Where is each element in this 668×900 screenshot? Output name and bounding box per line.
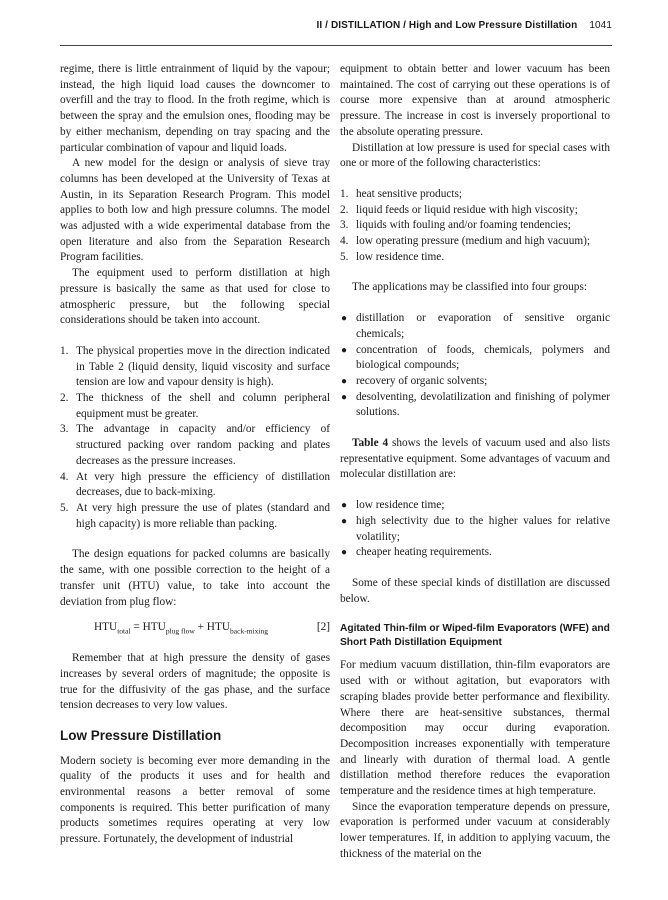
bullet-icon: ● <box>341 547 348 559</box>
paragraph: equipment to obtain better and lower vacuum has been maintained. The cost of carrying out these operations is of course more expensive than at around atmospheric pressure. The increase in cost is inversely proportional to the absolute operating pressure. <box>340 63 610 138</box>
paragraph: A new model for the design or analysis of sieve tray columns has been developed at the University of Texas at Austin, in its Separation Research Program. This model applies to both low and high pressure columns. The model was adjusted with a wide experimental database from the open literature and also from the Separation Research Program facilities. <box>60 157 330 264</box>
running-head <box>317 20 612 31</box>
bullet-list <box>340 498 610 561</box>
right-column <box>340 62 610 863</box>
paragraph: Since the evaporation temperature depends on pressure, evaporation is performed under vacuum at considerably lower temperatures. If, in addition to applying vacuum, the thickness of the material on the <box>340 800 610 860</box>
bullet-icon: ● <box>341 391 348 403</box>
numbered-list <box>60 344 330 532</box>
list-item: 2. The thickness of the shell and column peripheral equipment must be greater. <box>60 392 330 420</box>
list-item: 5. low residence time. <box>340 250 445 263</box>
paragraph: Some of these special kinds of distillation are discussed below. <box>340 576 610 605</box>
section-heading: Low Pressure Distillation <box>60 727 222 743</box>
list-item: ● concentration of foods, chemicals, polymers and biological compounds; <box>341 343 610 372</box>
paragraph: For medium vacuum distillation, thin-film evaporators are used with or without agitation, but evaporators with scraping blades provide better performance and flexibility. Where there are heat-sensitive substances, thermal decomposition may occur during evaporation. Decomposition increases exponentially with temperature and linearly with duration of thermal load. A gentle distillation method therefore reduces the evaporation temperature and the residence times at high temperature. <box>340 659 610 798</box>
paragraph: Modern society is becoming ever more demanding in the quality of the products it uses and for health and environmental reasons a better removal of some components is required. This better purification of many products sometimes requires operating at very low pressure. Fortunately, the development of industrial <box>60 754 330 846</box>
paragraph: The applications may be classified into four groups: <box>352 281 587 294</box>
bullet-icon: ● <box>341 515 348 527</box>
list-item: 1. heat sensitive products; <box>340 187 463 200</box>
list-item: ● distillation or evaporation of sensitive organic chemicals; <box>341 312 610 340</box>
header-rule <box>60 45 612 46</box>
page-number: 1041 <box>589 20 612 31</box>
list-item: 2. liquid feeds or liquid residue with high viscosity; <box>340 203 578 216</box>
paragraph: Table 4 shows the levels of vacuum used and also lists representative equipment. Some advantages of vacuum and molecular distillation are: <box>340 437 610 481</box>
paragraph: Distillation at low pressure is used for special cases with one or more of the following characteristics: <box>340 141 610 170</box>
list-item: ● recovery of organic solvents; <box>340 374 610 390</box>
list-item: 5. At very high pressure the use of plates (standard and high capacity) is more reliable than packing. <box>60 501 330 530</box>
list-item: ● high selectivity due to the higher values for relative volatility; <box>341 514 610 543</box>
list-item: ● low residence time; <box>340 498 610 514</box>
list-item: 4. At very high pressure the efficiency of distillation decreases, due to back-mixing. <box>60 470 330 499</box>
bullet-icon: ● <box>341 313 348 325</box>
list-item: 3. The advantage in capacity and/or efficiency of structured packing over random packing and plates decreases as the pressure increases. <box>60 423 330 467</box>
bullet-icon: ● <box>341 500 348 512</box>
bullet-icon: ● <box>341 344 348 356</box>
bullet-icon: ● <box>341 375 348 387</box>
left-column <box>60 62 330 848</box>
paragraph: Remember that at high pressure the density of gases increases by several orders of magnitude; the opposite is true for the diffusivity of the gas phase, and the surface tension decreases to very low values. <box>60 652 330 712</box>
bullet-list <box>340 311 610 421</box>
list-item: ● cheaper heating requirements. <box>340 545 610 561</box>
list-item: 1. The physical properties move in the direction indicated in Table 2 (liquid density, liquid viscosity and surface tension are low and vapour density is high). <box>60 344 330 389</box>
equation-number: [2] <box>316 621 330 634</box>
paragraph: The design equations for packed columns are basically the same, with one possible correction to the height of a transfer unit (HTU) value, to take into account the deviation from plug flow: <box>60 548 330 608</box>
equation <box>60 620 330 639</box>
subsection-heading: Agitated Thin-film or Wiped-film Evaporators (WFE) and Short Path Distillation Equipment <box>340 623 610 649</box>
paragraph: regime, there is little entrainment of liquid by the vapour; instead, the high liquid load causes the downcomer to overfill and the tray to flood. In the froth regime, which is between the spray and the emulsion ones, flooding may be by either mechanism, depending on tray spacing and the particular combination of vapour and liquid loads. <box>60 63 330 154</box>
list-item: ● desolventing, devolatilization and finishing of polymer solutions. <box>341 390 610 419</box>
table-reference: Table 4 <box>352 437 389 450</box>
running-title: II / DISTILLATION / High and Low Pressure Distillation <box>316 20 578 31</box>
list-item: 4. low operating pressure (medium and high vacuum); <box>340 235 591 248</box>
list-item: 3. liquids with fouling and/or foaming tendencies; <box>340 219 571 232</box>
numbered-list <box>340 187 610 266</box>
paragraph: The equipment used to perform distillation at high pressure is basically the same as that used for close to atmospheric pressure, but the following special considerations should be taken into account. <box>60 267 330 327</box>
equation-body: $HTU_{total} = HTU_{plug flow} + HTU_{back-mixing}$ <box>94 621 268 636</box>
